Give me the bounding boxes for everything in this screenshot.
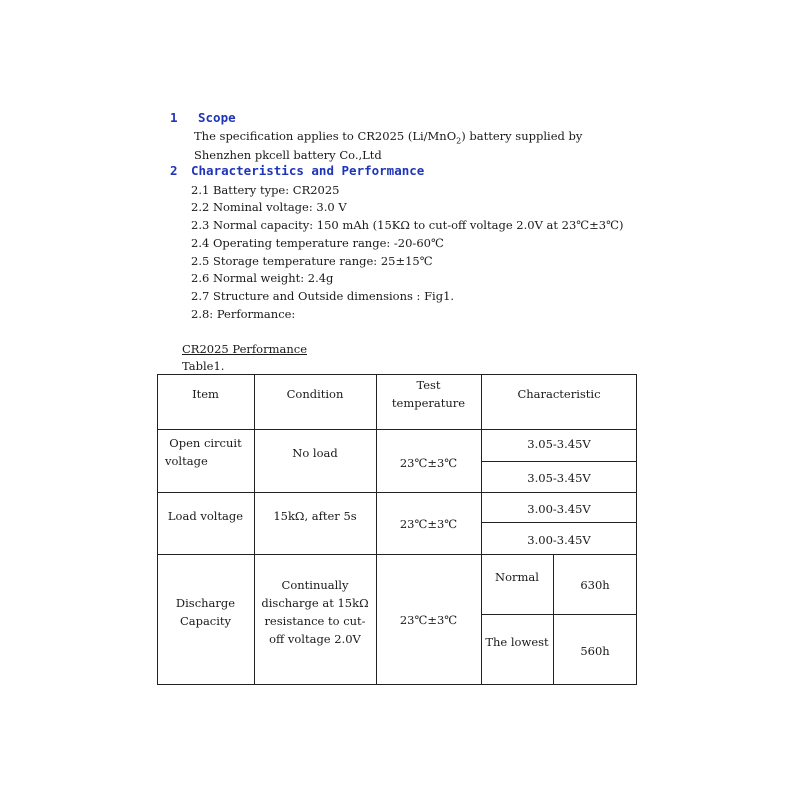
scope-text-after: ) battery supplied by [461,129,583,143]
spec-item: 2.4 Operating temperature range: -20-60℃ [191,236,444,250]
row-sep [157,429,637,430]
spec-item: 2.2 Nominal voltage: 3.0 V [191,200,347,214]
spec-item: 2.5 Storage temperature range: 25±15℃ [191,254,433,268]
row3-normal-label: Normal [495,570,539,584]
row3-condition-line3: resistance to cut- [264,614,366,628]
section-number: 1 [170,110,178,125]
table-border-right [636,374,637,685]
row3-item-line1: Discharge [175,596,236,610]
sub-row-sep [481,614,637,615]
spec-item: 2.7 Structure and Outside dimensions : Fig1. [191,289,455,303]
row3-temp: 23℃±3℃ [399,613,458,627]
header-characteristic: Characteristic [517,387,601,401]
row-sep [157,492,637,493]
spec-item: 2.6 Normal weight: 2.4g [191,271,334,285]
scope-text-before: The specification applies to CR2025 (Li/MnO [194,129,457,143]
row3-item-line2: Capacity [179,614,232,628]
row3-lowest-value: 560h [580,644,610,658]
scope-text-subscript: 2 [456,136,462,146]
table-border-top [157,374,637,375]
section-title-characteristics: Characteristics and Performance [191,163,425,178]
performance-table [157,374,637,685]
table-caption: CR2025 Performance [182,342,307,356]
row1-char-b: 3.05-3.45V [527,471,591,485]
row3-normal-value: 630h [580,578,610,592]
row-sep [157,554,637,555]
section-number: 2 [170,163,178,178]
section-title-scope: Scope [198,110,236,125]
row2-condition: 15kΩ, after 5s [273,509,357,523]
row3-lowest-label: The lowest [485,635,549,649]
table-border-left [157,374,158,685]
row3-condition-line1: Continually [281,578,349,592]
row1-char-a: 3.05-3.45V [527,437,591,451]
header-condition: Condition [286,387,344,401]
header-test-temp-line2: temperature [391,396,466,410]
scope-text-line2: Shenzhen pkcell battery Co.,Ltd [194,148,382,162]
sub-row-sep [481,522,637,523]
col-sep-sub [553,554,554,685]
spec-item: 2.8: Performance: [191,307,296,321]
spec-item: 2.3 Normal capacity: 150 mAh (15KΩ to cut-off voltage 2.0V at 23℃±3℃) [191,218,624,232]
row3-condition-line2: discharge at 15kΩ [261,596,369,610]
table-border-bottom [157,684,637,685]
row2-char-b: 3.00-3.45V [527,533,591,547]
header-test-temp-line1: Test [416,378,441,392]
row1-temp: 23℃±3℃ [399,456,458,470]
row2-item: Load voltage [167,509,244,523]
row1-item-line1: Open circuit [169,436,242,450]
row1-item-line2: voltage [165,454,208,468]
row3-condition-line4: off voltage 2.0V [269,632,361,646]
row2-temp: 23℃±3℃ [399,517,458,531]
sub-row-sep [481,461,637,462]
spec-item: 2.1 Battery type: CR2025 [191,183,340,197]
header-item: Item [192,387,219,401]
scope-text-line1 [194,129,582,145]
table-label: Table1. [182,359,225,373]
row2-char-a: 3.00-3.45V [527,502,591,516]
row1-condition: No load [292,446,338,460]
